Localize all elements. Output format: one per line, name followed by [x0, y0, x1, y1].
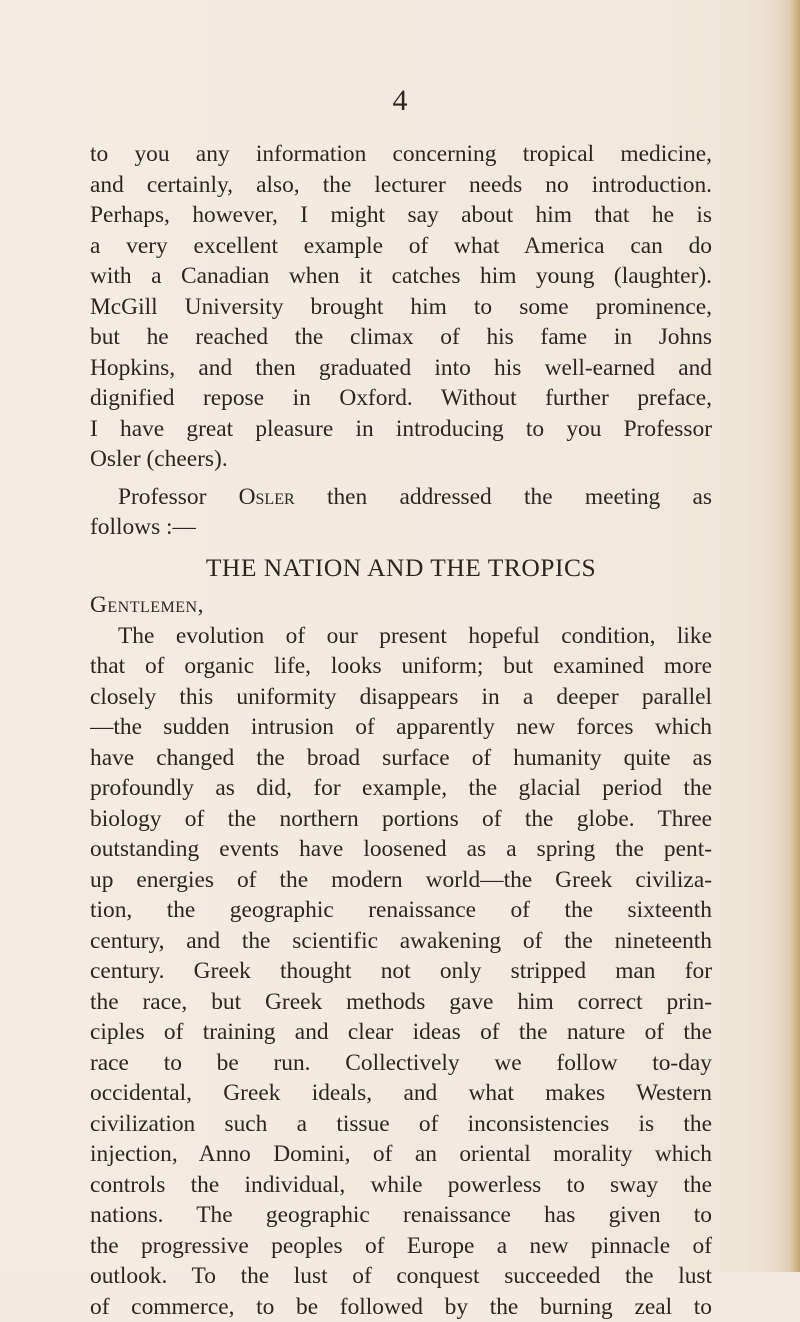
text-line: controls the individual, while powerless to sway the [90, 1170, 712, 1201]
page-number: 4 [0, 86, 800, 116]
text-line: a very excellent example of what America can do [90, 231, 712, 262]
text-line: tion, the geographic renaissance of the sixteenth [90, 895, 712, 926]
text-line: injection, Anno Domini, of an oriental morality which [90, 1139, 712, 1170]
text-line: up energies of the modern world—the Greek civiliza- [90, 865, 712, 896]
text-line: Osler (cheers). [90, 444, 712, 475]
text-line: —the sudden intrusion of apparently new forces which [90, 712, 712, 743]
text-line: occidental, Greek ideals, and what makes Western [90, 1078, 712, 1109]
page-edge-shadow [790, 0, 800, 1272]
text-line: nations. The geographic renaissance has given to [90, 1200, 712, 1231]
text-line: race to be run. Collectively we follow to-day [90, 1048, 712, 1079]
text-line [90, 482, 712, 513]
text-line: with a Canadian when it catches him young (laughter). [90, 261, 712, 292]
text-line: the race, but Greek methods gave him correct prin- [90, 987, 712, 1018]
text-line: follows :— [90, 512, 712, 543]
text-body [90, 139, 712, 1322]
text-line: profoundly as did, for example, the glacial period the [90, 773, 712, 804]
text-line: century. Greek thought not only stripped man for [90, 956, 712, 987]
text-line: The evolution of our present hopeful condition, like [90, 621, 712, 652]
text-line: but he reached the climax of his fame in Johns [90, 322, 712, 353]
text-fragment: then addressed the meeting as [295, 484, 712, 510]
text-line: dignified repose in Oxford. Without further preface, [90, 383, 712, 414]
text-fragment: Professor [118, 484, 239, 510]
text-line: I have great pleasure in introducing to you Professor [90, 414, 712, 445]
intro-paragraph [90, 139, 712, 475]
text-line: Perhaps, however, I might say about him that he is [90, 200, 712, 231]
text-line: and certainly, also, the lecturer needs no introduction. [90, 170, 712, 201]
text-line: McGill University brought him to some prominence, [90, 292, 712, 323]
text-line: civilization such a tissue of inconsistencies is the [90, 1109, 712, 1140]
lecture-title: THE NATION AND THE TROPICS [90, 552, 712, 584]
text-line: to you any information concerning tropical medicine, [90, 139, 712, 170]
speaker-name: Osler [239, 484, 295, 510]
text-line: century, and the scientific awakening of the nineteenth [90, 926, 712, 957]
text-line: that of organic life, looks uniform; but examined more [90, 651, 712, 682]
text-line: closely this uniformity disappears in a deeper parallel [90, 682, 712, 713]
address-paragraph [90, 482, 712, 543]
text-line: Hopkins, and then graduated into his well-earned and [90, 353, 712, 384]
text-line: ciples of training and clear ideas of the nature of the [90, 1017, 712, 1048]
body-paragraph [90, 621, 712, 1322]
text-line: have changed the broad surface of humanity quite as [90, 743, 712, 774]
text-line: of commerce, to be followed by the burning zeal to [90, 1292, 712, 1322]
text-line: outstanding events have loosened as a spring the pent- [90, 834, 712, 865]
text-line: the progressive peoples of Europe a new pinnacle of [90, 1231, 712, 1262]
text-line: biology of the northern portions of the globe. Three [90, 804, 712, 835]
salutation: Gentlemen, [90, 590, 712, 621]
text-line: outlook. To the lust of conquest succeeded the lust [90, 1261, 712, 1292]
